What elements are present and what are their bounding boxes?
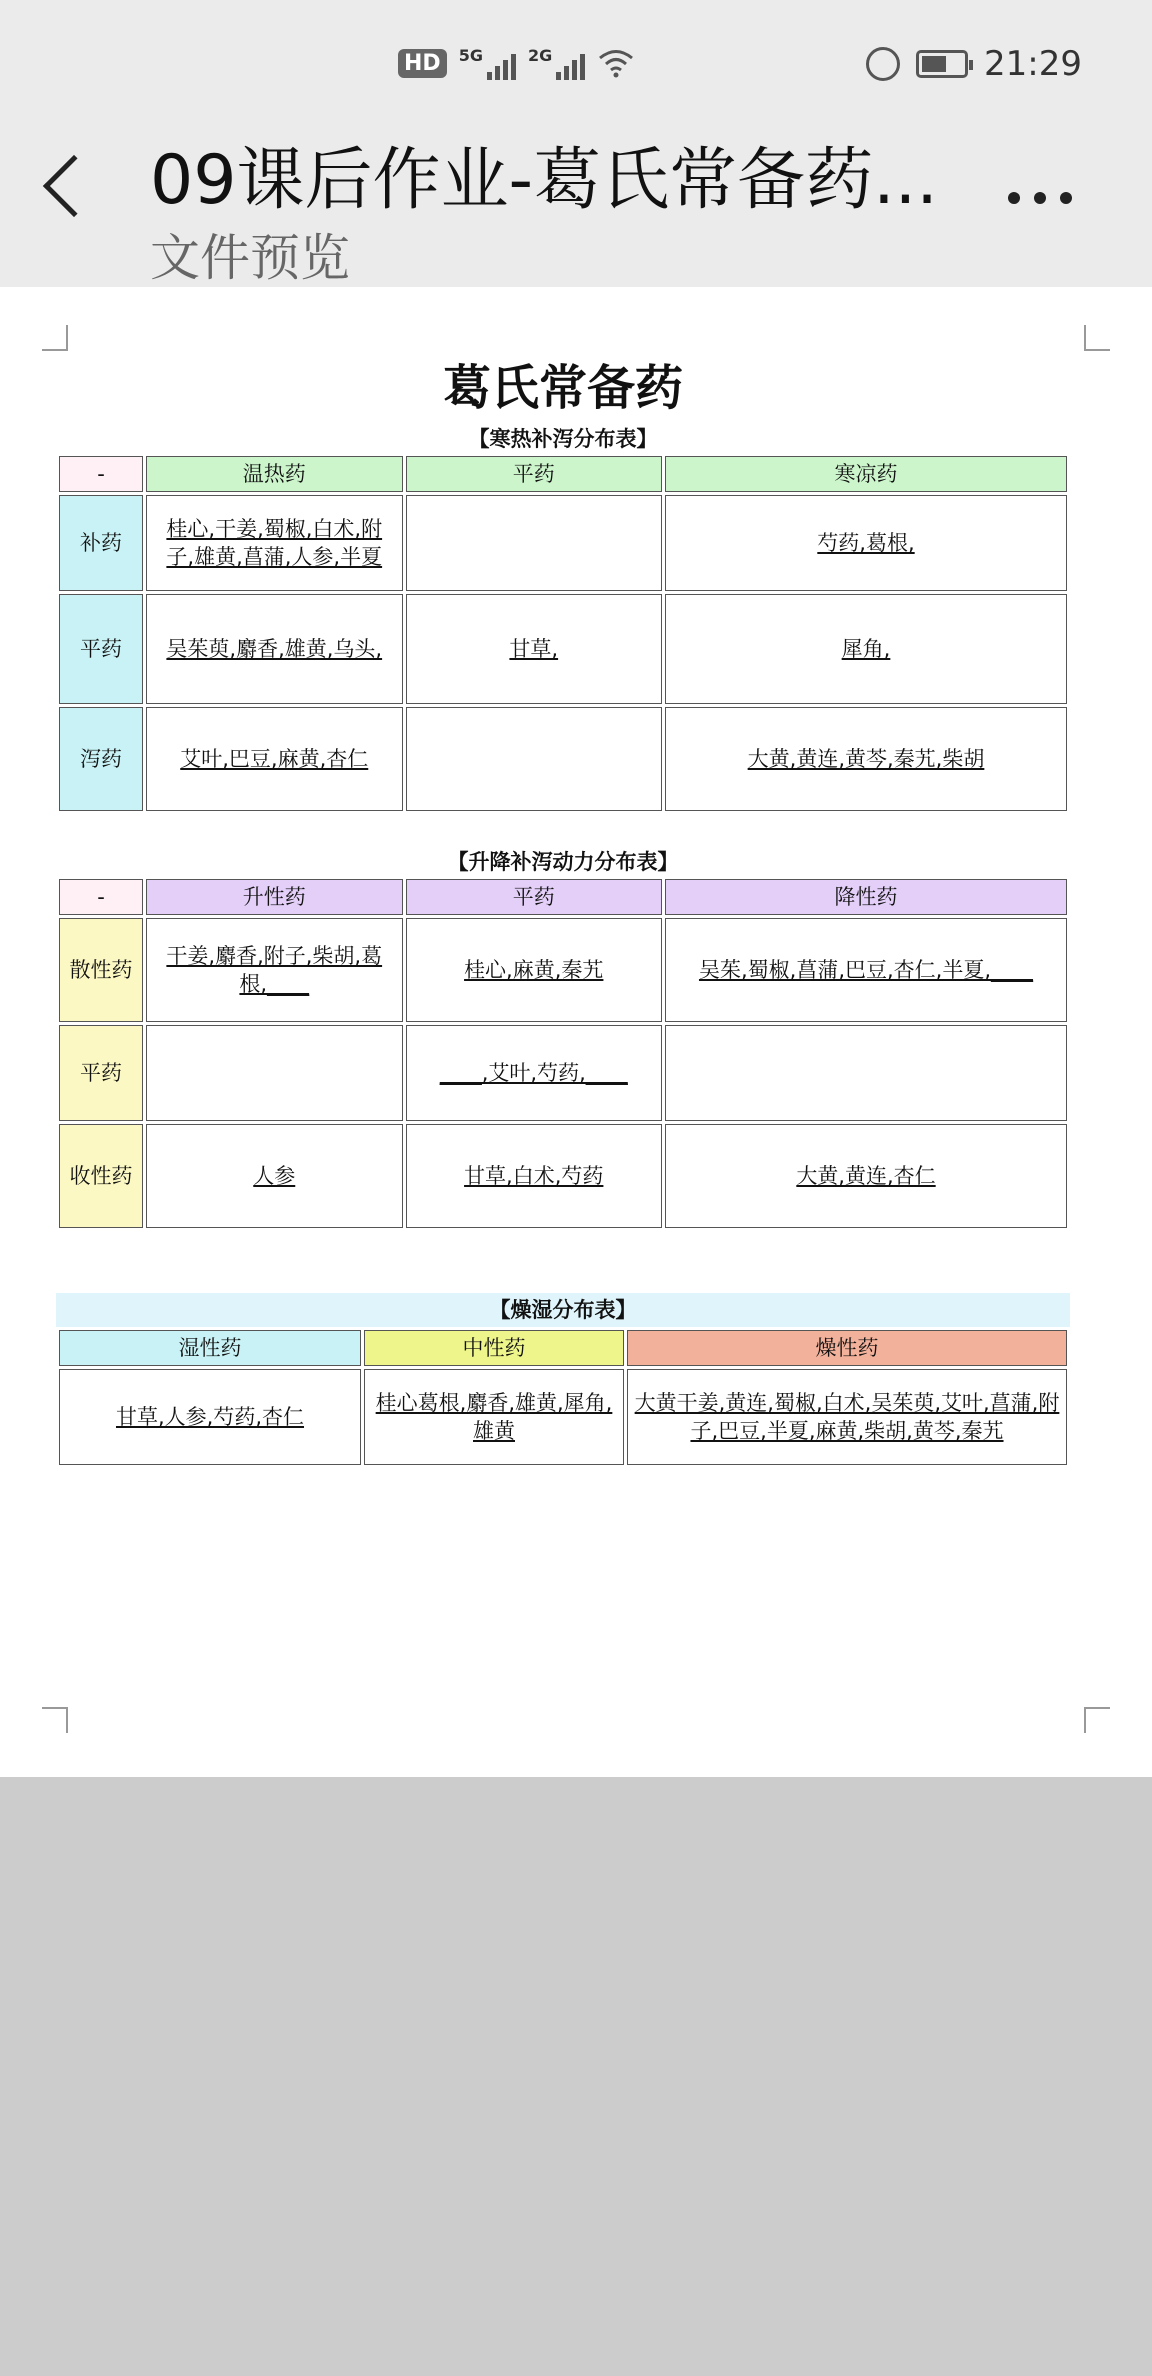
row-header: 散性药 xyxy=(59,918,143,1022)
table-row xyxy=(59,1369,1067,1465)
top-app-bar xyxy=(0,0,1152,287)
row-header: 平药 xyxy=(59,1025,143,1121)
signal-5g-label: 5G xyxy=(458,46,483,65)
table-cell: 甘草,人参,芍药,杏仁 xyxy=(59,1369,361,1465)
table2-caption: 【升降补泻动力分布表】 xyxy=(447,850,679,874)
table-row xyxy=(59,918,1067,1022)
table2 xyxy=(56,876,1070,1231)
crop-mark xyxy=(42,1707,68,1733)
crop-mark xyxy=(1084,325,1110,351)
table-cell: 甘草,白术,芍药 xyxy=(406,1124,663,1228)
table1-caption: 【寒热补泻分布表】 xyxy=(468,427,658,451)
dot-icon xyxy=(1034,192,1046,204)
table-cell: 犀角, xyxy=(665,594,1067,704)
table-cell: 艾叶,巴豆,麻黄,杏仁 xyxy=(146,707,403,811)
more-options-button[interactable] xyxy=(1008,192,1072,204)
document-preview[interactable] xyxy=(0,287,1152,1777)
table-cell: 桂心,麻黄,秦艽 xyxy=(406,918,663,1022)
table-cell xyxy=(665,1025,1067,1121)
status-right xyxy=(866,44,1082,84)
dot-icon xyxy=(1060,192,1072,204)
signal-2g-label: 2G xyxy=(527,46,553,65)
status-icons xyxy=(398,46,635,80)
column-header: 升性药 xyxy=(146,879,403,915)
table-row xyxy=(59,495,1067,591)
column-header: 降性药 xyxy=(665,879,1067,915)
table-cell: 大黄,黄连,杏仁 xyxy=(665,1124,1067,1228)
row-header: 收性药 xyxy=(59,1124,143,1228)
table-cell: 大黄干姜,黄连,蜀椒,白术,吴茱萸,艾叶,菖蒲,附子,巴豆,半夏,麻黄,柴胡,黄芩,秦艽 xyxy=(627,1369,1067,1465)
crop-mark xyxy=(1084,1707,1110,1733)
table-corner: - xyxy=(59,879,143,915)
table-cell: 甘草, xyxy=(406,594,663,704)
crop-mark xyxy=(42,325,68,351)
row-header: 平药 xyxy=(59,594,143,704)
table3 xyxy=(56,1327,1070,1468)
table-corner: - xyxy=(59,456,143,492)
table1 xyxy=(56,453,1070,814)
table-cell: 吴茱,蜀椒,菖蒲,巴豆,杏仁,半夏,____ xyxy=(665,918,1067,1022)
page-subtitle: 文件预览 xyxy=(150,229,350,287)
row-header: 补药 xyxy=(59,495,143,591)
table-row xyxy=(59,1124,1067,1228)
alarm-icon xyxy=(866,47,900,81)
column-header: 寒凉药 xyxy=(665,456,1067,492)
signal-icon xyxy=(487,46,516,80)
back-button[interactable] xyxy=(43,155,105,217)
table-row xyxy=(59,707,1067,811)
column-header: 中性药 xyxy=(364,1330,624,1366)
column-header: 温热药 xyxy=(146,456,403,492)
table-cell: 桂心葛根,麝香,雄黄,犀角,雄黄 xyxy=(364,1369,624,1465)
column-header: 湿性药 xyxy=(59,1330,361,1366)
table-cell: 桂心,干姜,蜀椒,白术,附子,雄黄,菖蒲,人参,半夏 xyxy=(146,495,403,591)
page-title: 09课后作业-葛氏常备药... xyxy=(150,141,938,220)
dot-icon xyxy=(1008,192,1020,204)
hd-icon: HD xyxy=(398,49,447,78)
signal-icon xyxy=(556,46,585,80)
table-cell: 吴茱萸,麝香,雄黄,乌头, xyxy=(146,594,403,704)
row-header: 泻药 xyxy=(59,707,143,811)
column-header: 平药 xyxy=(406,456,663,492)
table-cell: 人参 xyxy=(146,1124,403,1228)
column-header: 平药 xyxy=(406,879,663,915)
table-cell xyxy=(406,707,663,811)
table-cell: ____,艾叶,芍药,____ xyxy=(406,1025,663,1121)
document-body xyxy=(56,351,1070,1468)
wifi-icon xyxy=(597,48,635,78)
document-title: 葛氏常备药 xyxy=(442,360,683,416)
status-bar xyxy=(0,40,1152,96)
table-cell xyxy=(146,1025,403,1121)
table-cell: 干姜,麝香,附子,柴胡,葛根,____ xyxy=(146,918,403,1022)
table-row xyxy=(59,594,1067,704)
battery-icon xyxy=(916,50,968,78)
column-header: 燥性药 xyxy=(627,1330,1067,1366)
table3-caption: 【燥湿分布表】 xyxy=(56,1293,1070,1327)
table-cell: 芍药,葛根, xyxy=(665,495,1067,591)
table-row xyxy=(59,1025,1067,1121)
clock-time: 21:29 xyxy=(984,44,1082,84)
table-cell xyxy=(406,495,663,591)
table-cell: 大黄,黄连,黄芩,秦艽,柴胡 xyxy=(665,707,1067,811)
